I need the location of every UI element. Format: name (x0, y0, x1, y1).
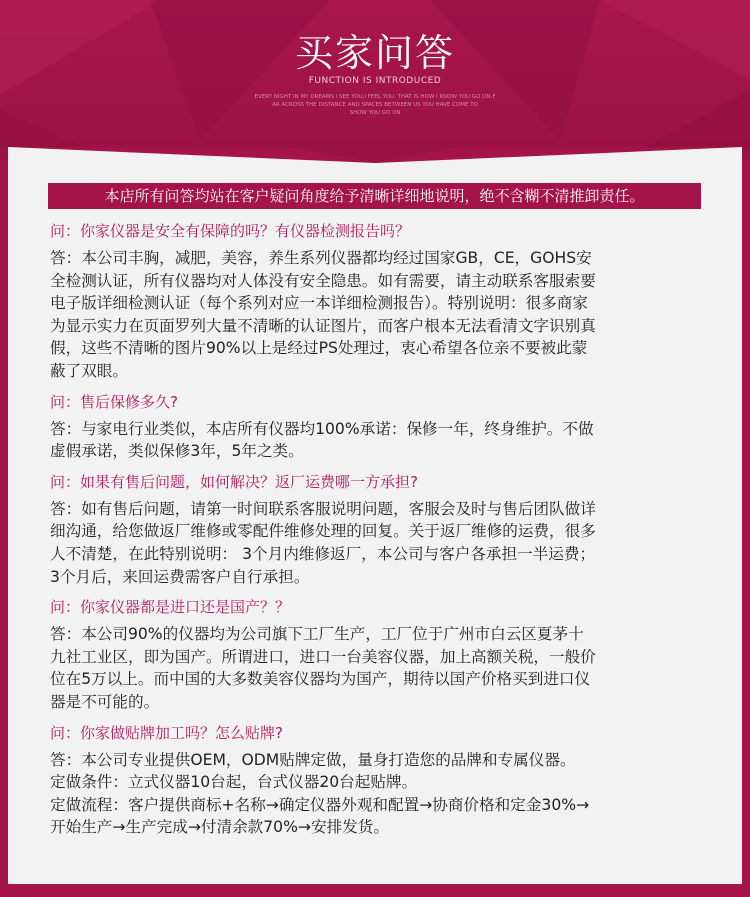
page-title: 买家问答 (294, 31, 455, 75)
panel-notch (0, 0, 750, 175)
tagline-line: EVERY NIGHT IN MY DREAMS I SEE YOU,I FEEL YOU. THAT IS HOW I KNOW YOU GO ON.F (254, 94, 496, 100)
answer-text: 答：与家电行业类似，本店所有仪器均100%承诺：保修一年，终身维护。不做 虚假承诺，类似保修3年，5年之类。 (50, 419, 594, 461)
tagline-line: SHOW YOU GO ON (349, 110, 401, 116)
notice-bar: 本店所有问答均站在客户疑问角度给予清晰详细地说明，绝不含糊不清推卸责任。 (48, 183, 701, 209)
answer-text: 答：本公司90%的仪器均为公司旗下工厂生产，工厂位于广州市白云区夏茅十 九社工业区，即为国产。所谓进口，进口一台美容仪器，加上高额关税，一般价 位在5万以上。而中国的大多数美容仪器均为国产，期待以国产价格买到进口仪 器是不可能的。 (50, 625, 596, 711)
question-text: 问：你家仪器都是进口还是国产？？ (50, 598, 291, 617)
question-text: 问：你家仪器是安全有保障的吗？有仪器检测报告吗？ (50, 222, 411, 240)
question-text: 问：如果有售后问题，如何解决？返厂运费哪一方承担? (50, 472, 418, 491)
answer-text: 答：本公司丰胸，减肥，美容，养生系列仪器都均经过国家GB，CE，GOHS安 全检测认证，所有仪器均对人体没有安全隐患。如有需要，请主动联系客服索要 电子版详细检测认证（每个系列对应一本详细检测报告）。特别说明：很多商家 为显示实力在页面罗列大量不清晰的认证图片，而客户根本无法看清文字识别真 假，这些不清晰的图片90%以上是经过PS处理过，衷心希望各位亲不要被此蒙 蔽了双眼。 (50, 249, 596, 380)
qa-list (50, 220, 706, 847)
question-text: 问：你家做贴牌加工吗？怎么贴牌? (50, 723, 283, 742)
answer-text: 答：本公司专业提供OEM，ODM贴牌定做，量身打造您的品牌和专属仪器。 定做条件：立式仪器10台起，台式仪器20台起贴牌。 定做流程：客户提供商标+名称→确定仪器外观和配置→协商价格和定金30%→ 开始生产→生产完成→付清余款70%→安排发货。 (50, 750, 590, 837)
question-text: 问：售后保修多久? (50, 392, 178, 411)
tagline-line: AR ACROSS THE DISTANCE AND SPACES BETWEEN US YOU HAVE COME TO (272, 102, 478, 108)
page-subtitle: FUNCTION IS INTRODUCED (308, 76, 442, 86)
answer-text: 答：如有售后问题，请第一时间联系客服说明问题，客服会及时与售后团队做详 细沟通，给您做返厂维修或零配件维修处理的回复。关于返厂维修的运费，很多 人不清楚，在此特别说明： 3个月内维修返厂，本公司与客户各承担一半运费； 3个月后，来回运费需客户自行承担。 (50, 499, 596, 586)
